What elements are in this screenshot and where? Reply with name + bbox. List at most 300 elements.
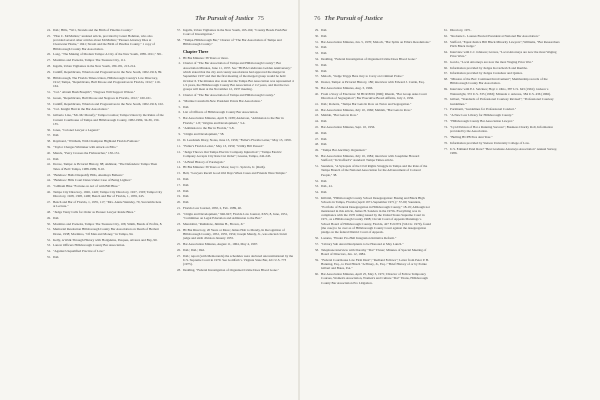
endnote-text: Dedding, "Federal Investigation of Organized Crime Does Blood Gone." [183, 268, 280, 273]
endnote [42, 128, 164, 132]
endnote [439, 125, 560, 134]
endnote [172, 268, 294, 272]
endnote [439, 50, 560, 59]
endnote-number: 72. [443, 113, 448, 118]
endnote-number: 18. [176, 188, 181, 193]
endnote-text: "Origin and Development," 58. [183, 132, 225, 137]
endnote-text: Ibid. [321, 136, 328, 141]
endnote [42, 52, 164, 56]
endnote [310, 196, 431, 235]
endnote-number: 56. [314, 236, 319, 241]
endnote-number: 49. [46, 215, 51, 220]
endnote-text: Ibid. [321, 178, 328, 183]
endnote-text: Long, "The Making of Modern Tampa: A City of the New South, 1885-1911," 301. [53, 52, 163, 57]
endnote-number: 6. [178, 110, 181, 115]
notes-column [42, 28, 164, 274]
endnote-text: "A Brief History of Paralegals." [183, 159, 225, 164]
endnote [172, 61, 294, 91]
endnote-number: 17. [176, 182, 181, 187]
endnote-number: 33. [46, 101, 51, 106]
endnote [310, 137, 431, 141]
endnote-number: 36. [46, 127, 51, 132]
endnote [42, 178, 164, 182]
endnote [310, 80, 431, 84]
endnote-number: 13. [176, 159, 181, 164]
endnote [172, 138, 294, 142]
endnote-text: "Library Sub Award Recipients to be Honored at May Lunch." [321, 241, 404, 246]
page-number: 75 [257, 15, 264, 22]
endnote-text: Bell, "Lawyers Recall Good Old Days When Cases and Friends Were Simple." [183, 171, 288, 176]
endnote [42, 64, 164, 68]
endnote-text: Ibid. [53, 215, 60, 220]
endnote-number: 29. [46, 69, 51, 74]
endnote [439, 34, 560, 38]
endnote-text: Ingalls, Urban Vigilantes in the New South, 163-164; "County Heads Push Bar Court of Investigation." [183, 28, 288, 37]
endnote-number: 12. [176, 149, 181, 154]
endnote-number: 58. [314, 247, 319, 252]
endnote-text: "A New Law Library for Hillsborough County." [450, 113, 514, 118]
endnote-number: 65. [443, 59, 448, 64]
endnote-text: Bar Association Minutes, July 10, 1966; Mahlah, "Bar Gets in Row." [321, 107, 412, 112]
endnote-number: 1. [178, 55, 181, 60]
endnote [42, 133, 164, 137]
endnote-text: "Judge Throws Out Tampa Electric Company Injunction"; "Tampa Electric Company Accepts City Rate Cut Order"; Greene, Tampa, 242-245. [183, 149, 282, 158]
endnote-text: Ingalls, Urban Vigilantes in the New South, 180-181, 213-214. [53, 64, 136, 69]
endnote-number: 15. [176, 171, 181, 176]
endnote [42, 243, 164, 247]
endnote-text: Directory, 1971. [450, 28, 472, 32]
endnote-text: Bar Association Minutes, Aug. 3, 1966. [321, 85, 374, 90]
endnote-text: "Balehooc Hills Court Dates Under Case of Being Lighter." [53, 178, 132, 183]
endnote-number: 37. [314, 74, 319, 79]
endnote-number: 5. [178, 104, 181, 109]
endnote-text: Cunliff, Republicans, Wharton and Progressives in the New South, 1902-1916, 102. [53, 101, 164, 106]
endnote [172, 150, 294, 159]
endnote-number: 35. [46, 113, 51, 118]
endnote [172, 116, 294, 125]
endnote-number: 3. [178, 93, 181, 98]
endnote [172, 171, 294, 175]
endnote [439, 141, 560, 145]
endnote-number: 20. [176, 200, 181, 205]
endnote [310, 51, 431, 55]
endnote-number: 27. [176, 253, 181, 258]
endnote [310, 125, 431, 129]
endnote-text: Ibid.; Roberts, "Tampa Bar Gets In Row on Twice and Segregation." [321, 101, 412, 106]
endnote-number: 76. [443, 140, 448, 145]
endnote-number: 41. [314, 101, 319, 106]
endnote-number: 11. [177, 143, 181, 148]
endnote-text: Ibid.; report (with Memoranda) the schedules were declared unconstitutional by the U.S. Supreme Court in 1970. See Goldfarb v. Virginia State Bar, 421 U.S. 773 (1975). [183, 253, 294, 267]
endnote-text: "Taylor Charges Whittaker with Attack on Ellis." [53, 145, 118, 150]
endnote-text: Information provided by Stetson University College of Law. [450, 140, 530, 145]
endnote-text: Bar Association Minutes, April 8, 1938; Anderson, "Admission to the Bar in Florida," 1-8; "Origins and Development," 3-4. [183, 116, 284, 125]
endnote-text: Ibid. [183, 188, 190, 193]
endnote-text: Hillsborough, The Florida Times-Union, Hillsborough County's Law Directory, 1912; Tampa, "Republicans, Bull Moose and Progressives in Florida, 1912," 110-164. [53, 75, 161, 89]
endnote [42, 190, 164, 199]
endnote-number: 66. [443, 65, 448, 70]
endnote-text: Ibid. [321, 142, 328, 147]
endnote-number: 74. [443, 124, 448, 129]
endnote-text: Maloch, "Judge Triggs Here Jury to Carry on Criminal Probe." [321, 74, 404, 79]
endnote [172, 206, 294, 210]
endnote-number: 57. [314, 241, 319, 246]
endnote [310, 28, 431, 32]
endnote [42, 200, 164, 209]
endnote-text: Bar Association Minutes, August 11, 1964, May 4, 1967. [183, 242, 259, 247]
endnote-number: 52. [46, 237, 51, 242]
endnote-number: 30. [314, 33, 319, 38]
endnote-text: Interview with E.J. Salcines; Hoyt v. Ohio, 387 U.S. 643 (1961); Gideon v. Wainwright, 372 U.S. 335 (1963); Miranda v. Arizona, 384 U.S. 436 (1966). [450, 87, 551, 96]
endnote-number: 43. [46, 172, 51, 177]
endnote-number: 67. [443, 71, 448, 76]
endnote [42, 113, 164, 126]
endnote-text: Charter of "The Bar Association of Tampa and Hillsborough County"; Bar Association Minutes, June 11, 1937. See "HCBA Celebrates Golden Anniversary," which stated that the city and county associations had approved the merger in September 1937 and that the first meeting of the merged group would be held October 6. The minutes also state that the Tampa Bar Association was represented 4 1/2 years, the Hillsborough County Bar Association 2 1/2 years, and that the two groups will meet at the November 12, 1937 meeting. [183, 61, 294, 92]
endnote-number: 39. [314, 85, 319, 90]
chapter-heading: Chapter Three [183, 48, 209, 54]
endnote-number: 51. [46, 227, 51, 232]
endnote-text: Florida Law Journal, 1950, 2, Feb. 1989, 40. [183, 206, 242, 210]
endnote [42, 210, 164, 214]
endnote-number: 35. [314, 62, 319, 67]
endnote [42, 145, 164, 149]
endnote [42, 90, 164, 94]
endnote [42, 151, 164, 155]
endnote-number: 38. [46, 139, 51, 144]
endnote [310, 40, 431, 44]
endnote-text: Memorial Resolution Hillsborough County Bar Association on Death of Herbert Drane, 1938; Mormino, "Of Men and Money," in Tampa, 94. [53, 227, 159, 236]
endnote [42, 249, 164, 253]
running-head-right [310, 14, 560, 24]
endnote-text: HCBA Directory, 20 Years or More; James Holt to Mondy, In Recognition of Hillsborough County, 1952, 1955, 1954; Joseph Mandy, Jr., was elected circuit judge and sixth division January 1955. [183, 227, 287, 241]
endnote-text: Green, "Republicans, Bull Moose and Negroes in Florida, 1912," 160-161. [53, 95, 152, 100]
endnote [42, 162, 164, 171]
endnote [172, 248, 294, 252]
endnote-number: 41. [46, 156, 51, 161]
endnote [172, 189, 294, 193]
endnote-number: 16. [176, 177, 181, 182]
endnote-number: 45. [46, 184, 51, 189]
endnote [310, 108, 431, 112]
endnote-text: "Against Unqualified Practice of Law." [53, 249, 105, 254]
right-page [300, 0, 600, 400]
endnote [310, 242, 431, 246]
endnote-text: Gilberto Lina, "Mr. Mc Monafy," Tampa Cosmos; Tampa Union by the Ruins of the Current Courthouse of Tampa and Hillsborough County, 1982-1984, 34-36, 130-135. [53, 113, 164, 126]
endnote [310, 164, 431, 177]
endnote-number: 57. [176, 28, 181, 32]
endnote-text: From a Story of Elections: 56 HCR 8001 (996); Rharsh, "Bar Group Asks Court Direction of Segregation"; Bar Executive Board Affirms, July 2, 1956. [321, 91, 427, 101]
endnote [310, 272, 431, 285]
endnote-text: "Tampa-Hillsborough Bar," Charter of "The Bar Association of Tampa and Hillsborough County." [183, 38, 282, 47]
endnote [42, 238, 164, 242]
endnote-number: 53. [46, 243, 51, 248]
endnote-text: "Mission of the Bar: Continued Involvement"; Membership records of the Hillsborough County Bar Association. [450, 77, 548, 86]
endnote-number: 48. [46, 210, 51, 215]
notes-column [172, 28, 294, 274]
endnote-text: Ibid. [321, 190, 328, 195]
endnote-number: 46. [314, 130, 319, 135]
endnote-number: 39. [46, 145, 51, 150]
endnote-number: 52. [314, 178, 319, 183]
endnote [42, 58, 164, 62]
endnote-number: 77. [443, 146, 448, 151]
page-number: 76 [314, 15, 321, 22]
endnote-number: 64. [443, 49, 448, 54]
endnote [310, 113, 431, 117]
endnote-text: "Judge Vanty Calls for Order as Pioneer Lawyer Inside Bites." [53, 210, 136, 215]
endnote-number: 40. [46, 150, 51, 155]
endnote-number: 28. [46, 64, 51, 69]
endnote [310, 142, 431, 146]
endnote [310, 74, 431, 78]
endnote-number: 26. [46, 52, 51, 57]
endnote [439, 97, 560, 106]
endnote [310, 179, 431, 183]
endnote-number: 55. [46, 254, 51, 259]
endnote-text: Interview with C.J. Johnson; Graves, "Local Attorneys are now the most Waging Price Wars." [450, 49, 557, 58]
endnote [172, 56, 294, 60]
endnote-number: 60. [314, 272, 319, 277]
endnote-number: 7. [178, 116, 181, 121]
endnote-text: HCBA Minutes: 39 Years or More; Guy C. Spivola, Jr. (Ruth). [183, 165, 266, 170]
endnote [172, 194, 294, 198]
endnote-text: Lancer Officers Hillsborough County Bar Association. [53, 243, 126, 248]
endnote-number: 42. [46, 162, 51, 167]
running-head-title: The Pursuit of Justice [324, 15, 383, 22]
endnote-text: "Federal Courthouse Law Firm Dual"; "Redland Fellows"; Letter from Peter P. B. Hanning, Esq., to Paul Hirsch "A Pitney, Jr., Esq.: "Brief History of or by Pointe Gilbert and Bates, P.A." [321, 257, 429, 271]
endnote-number: 47. [46, 200, 51, 204]
endnote-number: 23. [176, 221, 181, 226]
endnote-number: 63. [443, 39, 448, 44]
endnote-text: Stafford, "Equal Justice Bill Black Minority Lawyers"; Williams, "Bar Researchers Pitch Black Judge." [450, 39, 560, 48]
endnote-text: Kelly, A Walk Through History with Hodgekins, Pasques, Alvarez and Bay, 90. [53, 237, 158, 242]
endnote [172, 222, 294, 226]
running-head-title: The Pursuit of Justice [195, 15, 254, 22]
endnote [172, 200, 294, 204]
endnote-text: Bar Association Minutes, April 25, May 3, 1971; Director of Fellow Temporary Courses, Women's Association, Women's and Culture "Dot" Titans, Hillsborough County Bar Association Pro Litigation. [321, 272, 428, 285]
endnote-text: Ibid. [321, 119, 328, 124]
endnote-text: Dedding, "Federal Investigation of Organized Crime Does Blood Gone." [321, 56, 418, 61]
endnote-number: 61. [443, 28, 448, 32]
endnote-text: Lazarus, "Pinder Pro-Hall Integration Initiative Reform." [321, 236, 397, 241]
endnote [42, 157, 164, 161]
endnote-number: 25. [176, 242, 181, 247]
endnote [42, 70, 164, 74]
endnote-number: 73. [443, 119, 448, 124]
endnote-text: Ibid. [53, 254, 60, 259]
endnote-text: Mormino and Pozzetta, Tampa: The Treasure City, 106; Smith, Bands of Profits, 8. [53, 221, 163, 226]
endnote-number: 38. [314, 80, 319, 85]
endnote-text: Ibid. [321, 130, 328, 135]
endnote-text: Telephone interview with Dorothy "Dot" Tivner; Minutes of Special Meeting of Board of Directors, Jan. 12, 1984. [321, 247, 427, 256]
endnote-text: Ibid. [321, 62, 328, 67]
endnote [42, 28, 164, 32]
endnote [42, 76, 164, 89]
endnote [439, 40, 560, 49]
running-head-left [42, 14, 294, 24]
endnote-text: "Tampa Bar Ancillary Organized." [321, 148, 367, 153]
endnote-text: Manck, "Perry Crosses the Fishwatcher," 130-131. [53, 150, 120, 155]
endnote-text: Ibid., 41. [321, 184, 333, 189]
endnote-number: 19. [176, 194, 181, 199]
endnote-text: Tampa City Directory, 1926, 1445; Tampa City Directory, 1927, 1303; Tampa City Directory, 1928, 1308, 1406; Bench and Bar of Florida, 1, 1959, 245. [53, 189, 163, 199]
endnote [42, 34, 164, 51]
endnote-number: 8. [178, 126, 181, 131]
endnote-number: 10. [176, 137, 181, 142]
endnote [439, 107, 560, 111]
endnote [172, 212, 294, 221]
endnote [439, 87, 560, 96]
endnote-number: 62. [443, 33, 448, 38]
endnote-text: "Lyn Division of Bar a Running Success"; Business Charity Roll, Information provided by the Association. [450, 124, 553, 134]
endnote-number: 32. [46, 95, 51, 100]
endnote [310, 148, 431, 152]
endnote-number: 68. [443, 77, 448, 82]
endnote-text: Ibid.; Ibid.; Ibid. [183, 247, 205, 252]
endnote-number: 43. [314, 113, 319, 118]
endnote-text: Dovee, Tampa: A Pictorial History, 88; Akhileur, "The Defenders: Tampa Then Tales of Bell: Tampa, 1988-1989, 8-10. [53, 162, 158, 171]
endnote [310, 69, 431, 73]
endnote [439, 113, 560, 117]
endnote [310, 131, 431, 135]
endnote-number: 27. [46, 58, 51, 63]
endnote [310, 86, 431, 90]
endnote-number: 69. [443, 87, 448, 92]
endnote-text: Ibid. [183, 104, 190, 109]
endnote-number: 34. [46, 107, 51, 112]
endnote-text: Bar Association Minutes, Sept. 10, 1956. [321, 125, 376, 130]
endnote-text: Jones, "Colonel Lawyer a Legend." [53, 127, 100, 132]
endnote-number: 9. [178, 132, 181, 137]
endnote [172, 126, 294, 130]
endnote [310, 258, 431, 271]
endnote [310, 184, 431, 188]
endnote [439, 60, 560, 64]
endnote [439, 66, 560, 70]
endnote [439, 28, 560, 32]
endnote-number: 29. [314, 28, 319, 32]
endnote [42, 173, 164, 177]
endnote-text: "Col." Abram Bush Bosqith"; "Negroes Will Support Wilson." [53, 90, 136, 95]
endnote-text: Ibid. [321, 45, 328, 50]
endnote-number: 14. [176, 165, 181, 170]
endnote [172, 110, 294, 114]
endnote-text: "Fuller's Florida Letter," May 13, 1959; "Utility Bill Passed." [183, 143, 264, 148]
endnote [310, 154, 431, 163]
endnote [42, 216, 164, 220]
endnote-text: Bar Association Minutes, July 16, 1984; interview with Josephine Howard Stafford; "In Stafford's" standard: Tampa Times article. [321, 154, 420, 163]
endnote-text: Charter of "The Bar Association of Tampa and Hillsborough County." [183, 93, 276, 98]
endnote [439, 77, 560, 86]
endnote-number: 70. [443, 97, 448, 102]
endnote-text: "Hon C. McMullen," undated article, provided by Grant Hohman, who also provided several other articles about McMullen; "Pioneer Attorney Dies at Clearwater Home," 1941; Straub and the Birth of Pinellas County," 1 copy of Hillsborough County Bar Association. [53, 33, 155, 51]
endnote-number: 26. [176, 247, 181, 252]
endnote-text: Bar Association Minutes, Jan. 5, 1970; Maloch, "Bar Splits on Ethics Resolutions." [321, 39, 431, 44]
endnote [172, 99, 294, 103]
endnote [439, 71, 560, 75]
endnote-text: Saunders, "A Synopsis of the Civil Rights Struggle in Tampa and the Role of the Tampa Branch of the National Association for the Advancement of Colored People," 38. [321, 164, 428, 177]
endnote-text: HCBA Minutes: 38 Years or more. [183, 55, 229, 60]
endnote [42, 139, 164, 143]
endnote [310, 34, 431, 38]
endnote [172, 254, 294, 267]
endnote-number: 31. [46, 90, 51, 95]
endnote-text: Bench and Bar of Florida, 1, 1935, 117; "Mrs. Annie Wentzky, 79, Succumbs here at Lecture." [53, 200, 162, 209]
endnote-number: 50. [46, 221, 51, 226]
endnote [42, 107, 164, 111]
endnote-number: 22. [176, 211, 181, 216]
endnote [310, 119, 431, 123]
endnote-text: "Admission to the Bar in Florida," 5-8. [183, 126, 235, 131]
endnote-number: 44. [314, 119, 319, 124]
endnote [172, 93, 294, 97]
endnote-text: "Hillsborough County Bar Association Lawyer." [450, 119, 514, 124]
endnote [42, 255, 164, 259]
endnote-text: Ibid.; Hills, "Wt1, Strands and the Birth of Pinellas County." [53, 28, 133, 32]
endnote-text: "Origin and Development," 946-947; Florida Law Journal, XXV, 8, June, 1951, "Committee on Legal Education and Admission to the Bar." [183, 211, 289, 221]
endnote-text: Kilbrizl, "Hillsborough County School Desegregation: Busing and Black High Schools in Tampa, Florida (April 1971-September 1971)," 57-60; Saunders, "Portfolio of Federal Desegregation in Hillsborough County," 18-19; Although not mentioned in this article, James H. Sanders in the 1970s. Everything was in compliance with the 1970 ruling issued by the United States Supreme Court in 1971, as a Hillsborough County 1968; Circuit Court of Appeals Mannings v. School Board of Hillsborough County, Florida, 427 F.2d 874 (5th Cir. 1970), found (the case) to be over as of Hillsborough County Court against the desegregation pledge on the federal District Court of Appeals. [321, 195, 431, 235]
endnote [42, 184, 164, 188]
endnote-text: "Rodonte L. Lounes Elected President at National Bar Association." [450, 33, 540, 38]
endnote-number: 34. [314, 56, 319, 61]
endnote-number: 32. [314, 45, 319, 50]
endnote-number: 45. [314, 125, 319, 130]
endnote-number: 55. [314, 195, 319, 200]
endnote-number: 46. [46, 189, 51, 194]
endnote-text: Raymond, "Wirtham, With Champion Highland Florida Famous." [53, 139, 140, 144]
endnote [42, 227, 164, 236]
endnote [310, 248, 431, 257]
endnote-text: Ibid. [183, 200, 190, 205]
endnote [42, 96, 164, 100]
endnote-text: Mormino and Pozzetta, Tampa: The Treasure City, 111. [53, 58, 126, 63]
endnote-number: 42. [314, 107, 319, 112]
endnote-text: Ibid. [53, 133, 60, 138]
endnote-text: Ibid. [183, 177, 190, 182]
endnote-text: "Col. Knight Hurt in the Bar Association." [53, 107, 109, 112]
endnote [172, 144, 294, 148]
endnote [439, 119, 560, 123]
endnote-text: Gilbert, "Standards of Professional Courtesy Revised"; "Professional Courtesy Guidelines." [450, 97, 554, 106]
notes-column [439, 28, 560, 287]
endnote-text: Mahlah, "Bar Gets in Row." [321, 113, 359, 118]
endnote-number: 47. [314, 136, 319, 141]
endnote-text: Ibid. [183, 182, 190, 187]
endnote-number: 2. [178, 61, 181, 66]
endnote-number: 49. [314, 148, 319, 153]
endnote-text: Information provided by Judges Crenshaw and Quince. [450, 71, 523, 76]
endnote [172, 105, 294, 109]
endnote-text: Garcia, "Local Attorneys are now the most Waging Price War." [450, 59, 534, 64]
endnote-text: Ibid. [183, 194, 190, 199]
endnote-number: 40. [314, 91, 319, 96]
endnote-text: "Marilee Cassidolli-New President Points Bar Association." [183, 98, 263, 103]
endnote [172, 165, 294, 169]
endnote-number: 31. [314, 39, 319, 44]
endnote-number: 33. [314, 51, 319, 56]
endnote [310, 63, 431, 67]
endnote-text: Mandolini, "Ruthshaw, Jimmie H., Brown, Jr." [183, 221, 245, 226]
endnote-number: 58. [176, 38, 181, 43]
endnote [172, 38, 294, 47]
endnote-number: 25. [46, 33, 51, 38]
endnote [172, 160, 294, 164]
endnote [172, 183, 294, 187]
endnote [172, 132, 294, 136]
endnote [172, 28, 294, 37]
endnote-number: 24. [176, 227, 181, 232]
endnote [42, 102, 164, 106]
